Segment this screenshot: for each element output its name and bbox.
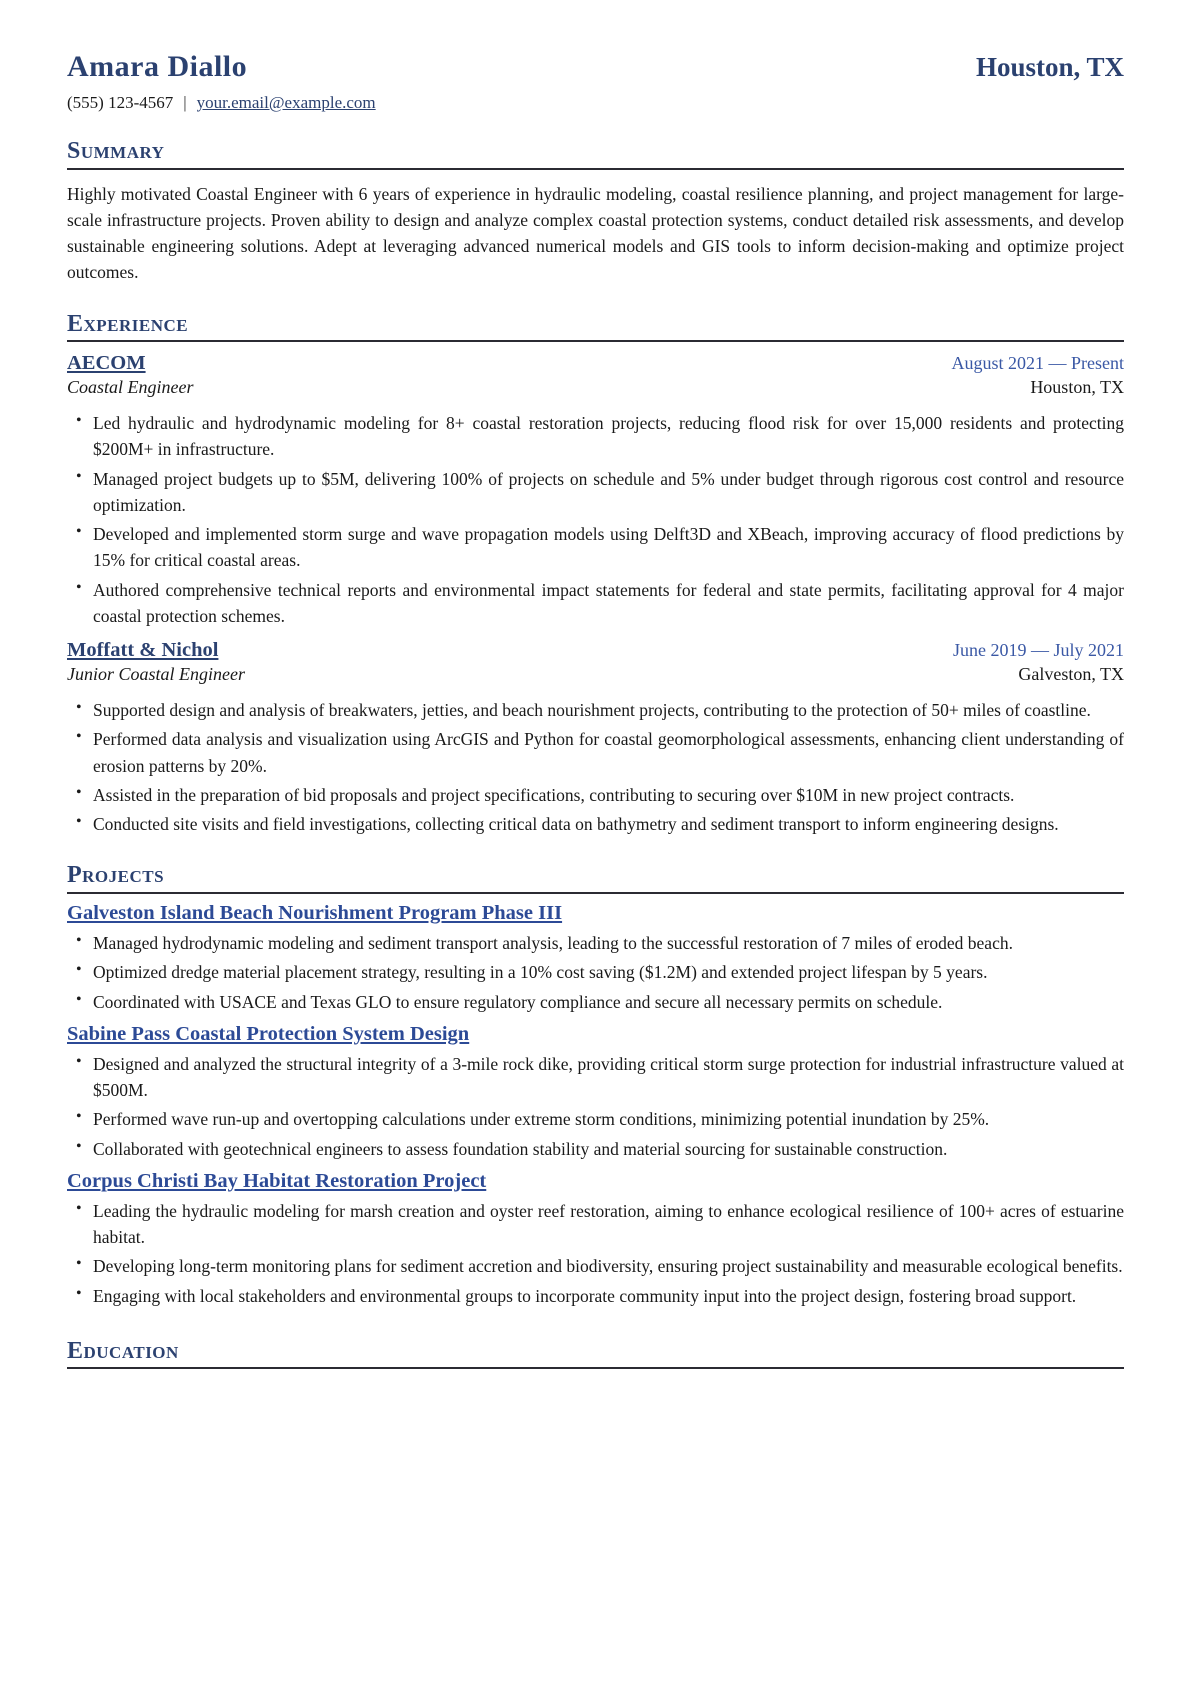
email-link[interactable]: your.email@example.com bbox=[196, 93, 376, 112]
summary-text: Highly motivated Coastal Engineer with 6 years of experience in hydraulic modeling, coastal resilience planning, and project management for large-scale infrastructure projects. Proven ability to design and analyze complex coastal protection systems, conduct detailed risk assessments, and develop sustainable engineering solutions. Adept at leveraging advanced numerical models and GIS tools to inform decision-making and optimize project outcomes. bbox=[67, 183, 1124, 283]
bullet-item: • Designed and analyzed the structural integrity of a 3-mile rock dike, providing critical storm surge protection for industrial infrastructure valued at $500M. bbox=[93, 1051, 1124, 1104]
project-entry bbox=[67, 1023, 1124, 1162]
section-experience bbox=[67, 311, 1124, 838]
company-name[interactable]: Moffatt & Nichol bbox=[67, 639, 219, 662]
bullet-item: • Authored comprehensive technical reports and environmental impact statements for federal and state permits, facilitating approval for 4 major coastal protection schemes. bbox=[93, 577, 1124, 630]
job-dates: August 2021 — Present bbox=[951, 353, 1124, 374]
bullet-item: • Managed project budgets up to $5M, delivering 100% of projects on schedule and 5% under budget through rigorous cost control and resource optimization. bbox=[93, 466, 1124, 519]
contact-row bbox=[67, 93, 1124, 113]
bullet-item: • Coordinated with USACE and Texas GLO to ensure regulatory compliance and secure all necessary permits on schedule. bbox=[93, 989, 1124, 1015]
section-education bbox=[67, 1338, 1124, 1370]
job-role: Coastal Engineer bbox=[67, 377, 194, 398]
company-name[interactable]: AECOM bbox=[67, 352, 146, 375]
project-title[interactable]: Corpus Christi Bay Habitat Restoration Project bbox=[67, 1169, 487, 1192]
project-entry bbox=[67, 1170, 1124, 1309]
bullet-item: • Performed data analysis and visualization using ArcGIS and Python for coastal geomorphological assessments, enhancing client understanding of erosion patterns by 20%. bbox=[93, 726, 1124, 779]
project-bullet-list bbox=[67, 1198, 1124, 1309]
bullet-item: • Assisted in the preparation of bid proposals and project specifications, contributing to securing over $10M in new project contracts. bbox=[93, 782, 1124, 808]
phone-number: (555) 123-4567 bbox=[67, 93, 174, 112]
section-title-projects: Projects bbox=[67, 862, 1124, 894]
project-bullet-list bbox=[67, 1051, 1124, 1162]
bullet-item: • Developing long-term monitoring plans for sediment accretion and biodiversity, ensuring project sustainability and measurable ecological benefits. bbox=[93, 1253, 1124, 1279]
contact-separator: | bbox=[183, 93, 187, 112]
bullet-item: • Collaborated with geotechnical engineers to assess foundation stability and material sourcing for sustainable construction. bbox=[93, 1136, 1124, 1162]
section-title-summary: Summary bbox=[67, 138, 1124, 170]
candidate-name: Amara Diallo bbox=[67, 50, 248, 83]
bullet-item: • Conducted site visits and field investigations, collecting critical data on bathymetry and sediment transport to inform engineering designs. bbox=[93, 811, 1124, 837]
job-bullet-list bbox=[67, 697, 1124, 837]
job-dates: June 2019 — July 2021 bbox=[953, 640, 1124, 661]
job-entry bbox=[67, 639, 1124, 837]
resume-header bbox=[67, 50, 1124, 84]
job-entry bbox=[67, 352, 1124, 629]
bullet-item: • Developed and implemented storm surge and wave propagation models using Delft3D and XBeach, improving accuracy of flood predictions by 15% for critical coastal areas. bbox=[93, 521, 1124, 574]
bullet-item: • Managed hydrodynamic modeling and sediment transport analysis, leading to the successful restoration of 7 miles of eroded beach. bbox=[93, 930, 1124, 956]
project-bullet-list bbox=[67, 930, 1124, 1015]
project-title[interactable]: Sabine Pass Coastal Protection System Design bbox=[67, 1022, 470, 1045]
bullet-item: • Performed wave run-up and overtopping calculations under extreme storm conditions, minimizing potential inundation by 25%. bbox=[93, 1106, 1124, 1132]
header-location: Houston, TX bbox=[975, 52, 1124, 82]
section-title-education: Education bbox=[67, 1338, 1124, 1370]
bullet-item: • Led hydraulic and hydrodynamic modeling for 8+ coastal restoration projects, reducing flood risk for over 15,000 residents and protecting $200M+ in infrastructure. bbox=[93, 410, 1124, 463]
section-summary bbox=[67, 138, 1124, 286]
project-entry bbox=[67, 902, 1124, 1015]
job-role: Junior Coastal Engineer bbox=[67, 664, 245, 685]
bullet-item: • Optimized dredge material placement strategy, resulting in a 10% cost saving ($1.2M) and extended project lifespan by 5 years. bbox=[93, 959, 1124, 985]
project-title[interactable]: Galveston Island Beach Nourishment Program Phase III bbox=[67, 902, 563, 925]
job-bullet-list bbox=[67, 410, 1124, 629]
bullet-item: • Engaging with local stakeholders and environmental groups to incorporate community input into the project design, fostering broad support. bbox=[93, 1283, 1124, 1309]
section-projects bbox=[67, 862, 1124, 1308]
section-title-experience: Experience bbox=[67, 311, 1124, 343]
job-location: Galveston, TX bbox=[1018, 664, 1124, 685]
bullet-item: • Leading the hydraulic modeling for marsh creation and oyster reef restoration, aiming to enhance ecological resilience of 100+ acres of estuarine habitat. bbox=[93, 1198, 1124, 1251]
job-location: Houston, TX bbox=[1030, 377, 1124, 398]
bullet-item: • Supported design and analysis of breakwaters, jetties, and beach nourishment projects, contributing to the protection of 50+ miles of coastline. bbox=[93, 697, 1124, 723]
